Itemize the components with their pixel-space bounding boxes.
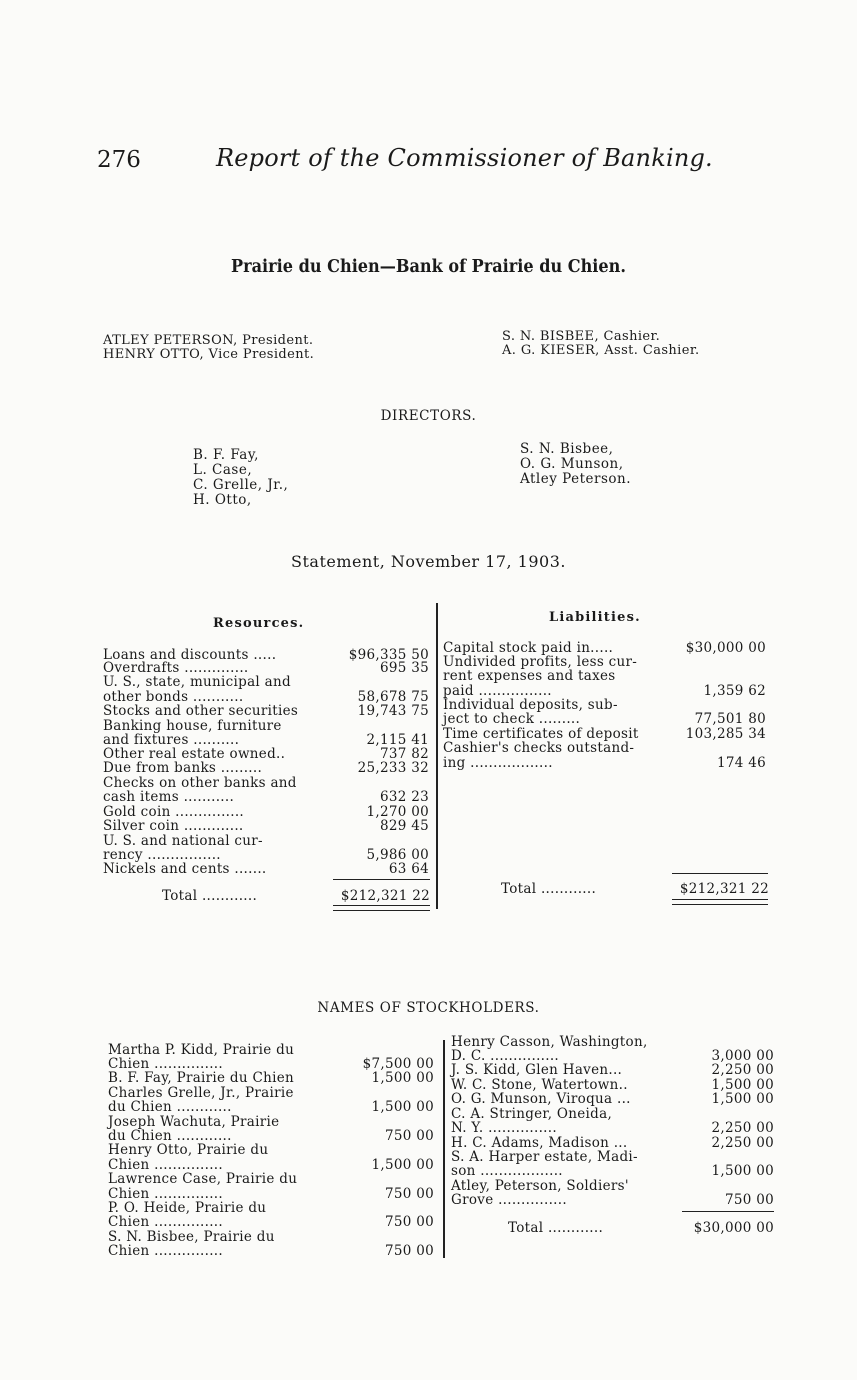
stockholders-total-rule [682, 1211, 774, 1212]
table-row: other bonds ........... 58,678 75 [103, 689, 429, 705]
column-divider [436, 603, 438, 909]
table-row: U. S. and national cur- [103, 833, 263, 849]
list-item: du Chien ............ 1,500 00 [108, 1099, 434, 1115]
table-row: Overdrafts .............. 695 35 [103, 660, 429, 676]
director-name: Atley Peterson. [520, 471, 632, 487]
total-amount: $212,321 22 [679, 881, 769, 897]
table-row: ing .................. 174 46 [443, 755, 766, 771]
table-row: Undivided profits, less cur- [443, 654, 638, 670]
list-item: S. A. Harper estate, Madi- [451, 1149, 638, 1165]
liabilities-double-rule [672, 899, 768, 905]
officers-right [502, 330, 700, 358]
list-item: Grove ............... 750 00 [451, 1192, 774, 1208]
director-name: S. N. Bisbee, [520, 441, 614, 457]
list-item: B. F. Fay, Prairie du Chien 1,500 00 [108, 1070, 434, 1086]
table-row: cash items ........... 632 23 [103, 789, 429, 805]
total-amount: $212,321 22 [340, 888, 430, 904]
table-row: Cashier's checks outstand- [443, 740, 635, 756]
list-item: O. G. Munson, Viroqua ... 1,500 00 [451, 1091, 774, 1107]
director-name: O. G. Munson, [520, 456, 624, 472]
list-item: Lawrence Case, Prairie du [108, 1171, 298, 1187]
resources-total-row [162, 889, 430, 903]
list-item: H. C. Adams, Madison ... 2,250 00 [451, 1135, 774, 1151]
director-name: L. Case, [193, 462, 253, 478]
list-item: J. S. Kidd, Glen Haven... 2,250 00 [451, 1062, 774, 1078]
table-row: Due from banks ......... 25,233 32 [103, 760, 429, 776]
table-row: Time certificates of deposit 103,285 34 [443, 726, 766, 742]
table-row: Loans and discounts ..... $96,335 50 [103, 647, 429, 663]
total-amount: $30,000 00 [693, 1220, 774, 1236]
table-row: ject to check ......... 77,501 80 [443, 711, 766, 727]
list-item: Henry Otto, Prairie du [108, 1142, 269, 1158]
table-row: U. S., state, municipal and [103, 674, 291, 690]
directors-heading: DIRECTORS. [380, 408, 477, 424]
directors-left [193, 448, 288, 508]
stockholders-divider [443, 1040, 445, 1258]
table-row: Capital stock paid in..... $30,000 00 [443, 640, 766, 656]
directors-right [520, 442, 631, 487]
table-row: Checks on other banks and [103, 775, 297, 791]
table-row: Other real estate owned.. 737 82 [103, 746, 429, 762]
list-item: Chien ............... 750 00 [108, 1214, 434, 1230]
running-title: Report of the Commissioner of Banking. [216, 144, 713, 172]
bank-title: Prairie du Chien—Bank of Prairie du Chien. [231, 257, 626, 277]
table-row: Stocks and other securities 19,743 75 [103, 703, 429, 719]
officer-cashier: S. N. BISBEE, Cashier. [502, 329, 661, 344]
table-row: rency ................ 5,986 00 [103, 847, 429, 863]
liabilities-total-rule [672, 873, 768, 874]
total-label: Total ............ [501, 881, 597, 897]
table-row: and fixtures .......... 2,115 41 [103, 732, 429, 748]
total-label: Total ............ [162, 888, 258, 904]
liabilities-total-row [501, 882, 769, 896]
table-row: paid ................ 1,359 62 [443, 683, 766, 699]
page-number: 276 [97, 147, 141, 173]
list-item: Atley, Peterson, Soldiers' [451, 1178, 629, 1194]
statement-date: Statement, November 17, 1903. [291, 552, 566, 571]
list-item: Henry Casson, Washington, [451, 1034, 648, 1050]
table-row: Silver coin ............. 829 45 [103, 818, 429, 834]
list-item: Chien ............... 750 00 [108, 1243, 434, 1259]
list-item: Martha P. Kidd, Prairie du [108, 1042, 295, 1058]
resources-total-rule [333, 879, 430, 880]
resources-double-rule [333, 905, 430, 911]
officers-left [103, 334, 314, 362]
list-item: Charles Grelle, Jr., Prairie [108, 1085, 294, 1101]
list-item: N. Y. ............... 2,250 00 [451, 1120, 774, 1136]
list-item: C. A. Stringer, Oneida, [451, 1106, 613, 1122]
list-item: S. N. Bisbee, Prairie du [108, 1229, 275, 1245]
table-row: Banking house, furniture [103, 718, 282, 734]
stockholders-heading: NAMES OF STOCKHOLDERS. [317, 1000, 540, 1016]
director-name: H. Otto, [193, 492, 252, 508]
list-item: W. C. Stone, Watertown.. 1,500 00 [451, 1077, 774, 1093]
list-item: Chien ............... $7,500 00 [108, 1056, 434, 1072]
officer-vice-president: HENRY OTTO, Vice President. [103, 347, 315, 362]
list-item: du Chien ............ 750 00 [108, 1128, 434, 1144]
total-label: Total ............ [508, 1220, 604, 1236]
list-item: Chien ............... 1,500 00 [108, 1157, 434, 1173]
resources-heading: Resources. [213, 616, 305, 631]
list-item: Joseph Wachuta, Prairie [108, 1114, 280, 1130]
director-name: C. Grelle, Jr., [193, 477, 289, 493]
table-row: Individual deposits, sub- [443, 697, 618, 713]
stockholders-total-row [508, 1221, 774, 1235]
director-name: B. F. Fay, [193, 447, 259, 463]
list-item: Chien ............... 750 00 [108, 1186, 434, 1202]
table-row: rent expenses and taxes [443, 668, 616, 684]
liabilities-heading: Liabilities. [549, 610, 641, 625]
officer-president: ATLEY PETERSON, President. [103, 333, 314, 348]
officer-asst-cashier: A. G. KIESER, Asst. Cashier. [502, 343, 700, 358]
list-item: P. O. Heide, Prairie du [108, 1200, 267, 1216]
table-row: Nickels and cents ....... 63 64 [103, 861, 429, 877]
list-item: son .................. 1,500 00 [451, 1163, 774, 1179]
list-item: D. C. ............... 3,000 00 [451, 1048, 774, 1064]
table-row: Gold coin ............... 1,270 00 [103, 804, 429, 820]
